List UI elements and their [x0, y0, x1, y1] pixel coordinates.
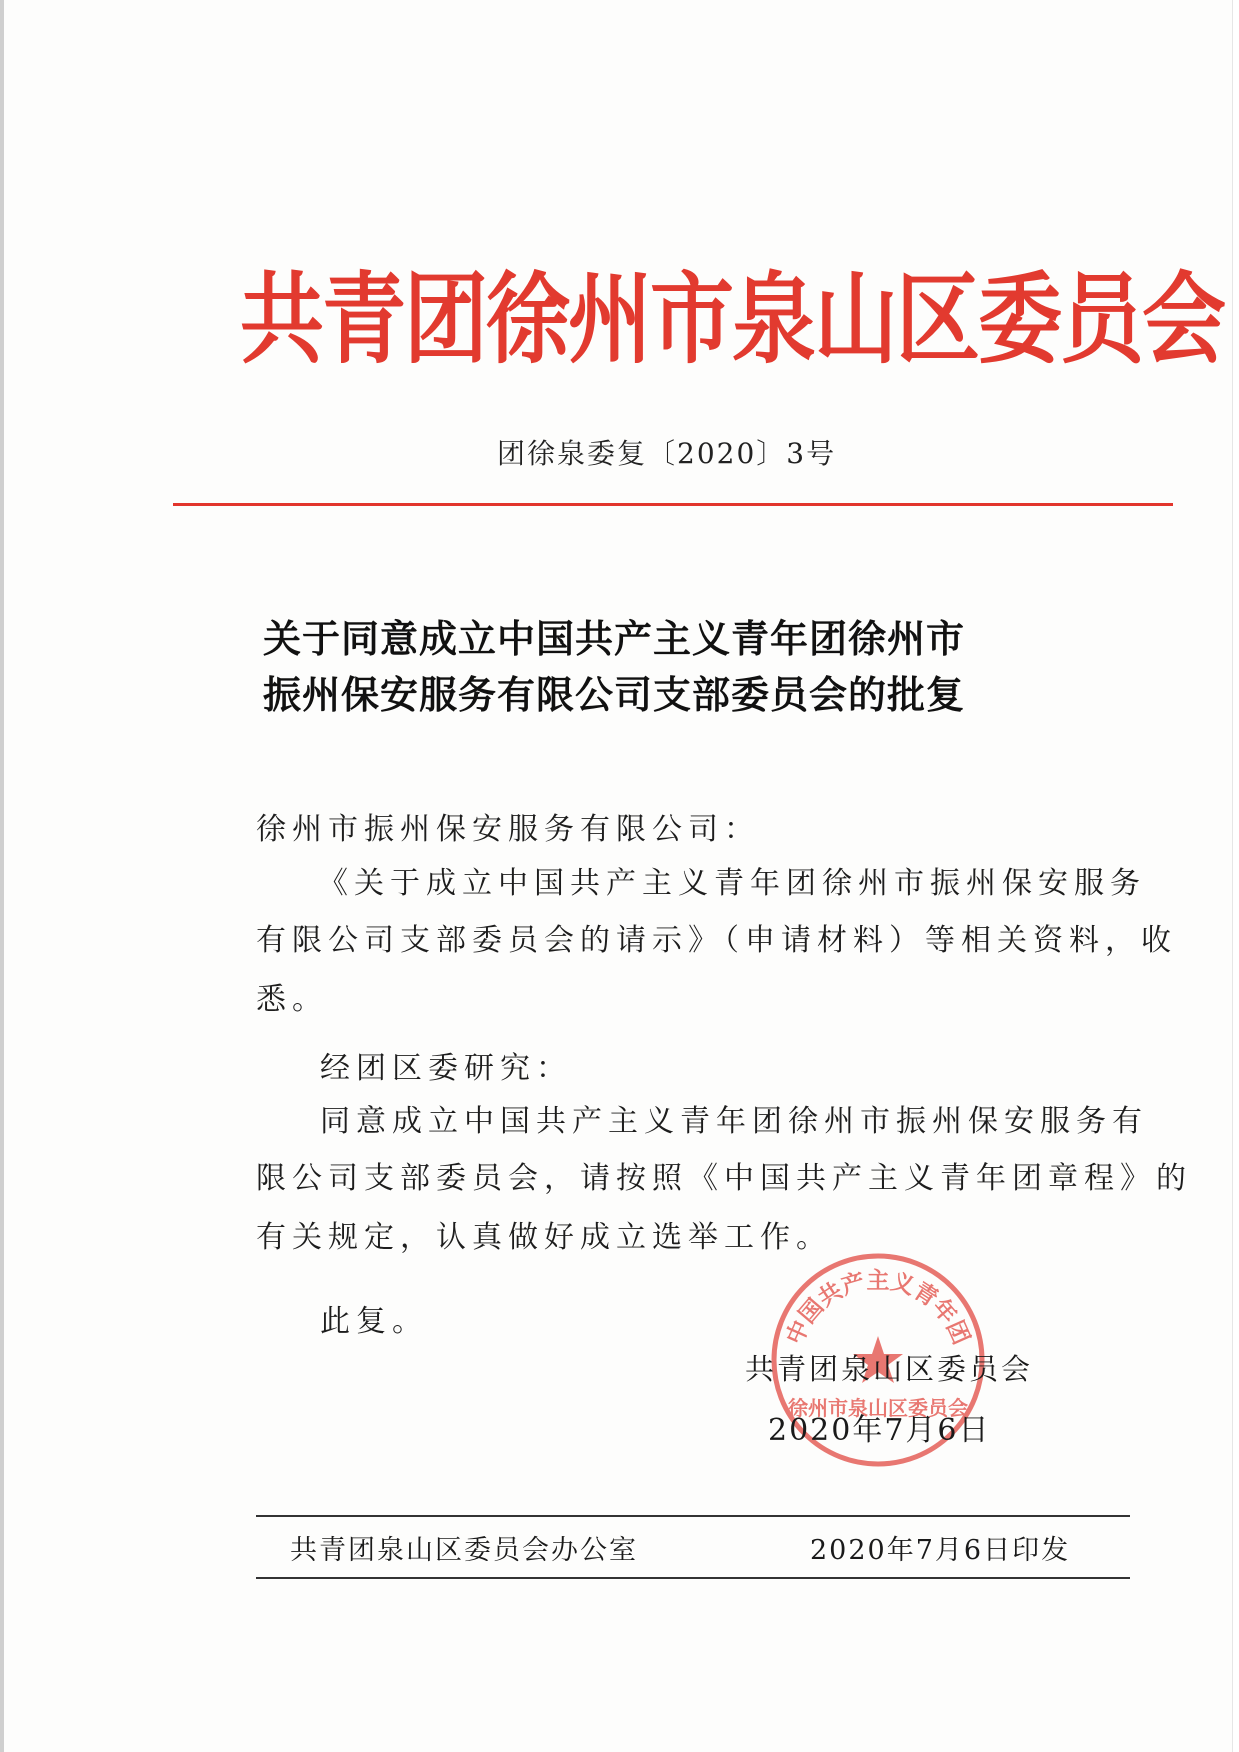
seal-top-text: 中国共产主义青年团 [781, 1267, 975, 1349]
subject-title-line-1: 关于同意成立中国共产主义青年团徐州市 [263, 617, 966, 661]
scan-edge-left [0, 0, 4, 1752]
paragraph-3-line-1: 同意成立中国共产主义青年团徐州市振州保安服务有 [320, 1104, 1148, 1139]
closing-phrase: 此复。 [320, 1304, 428, 1339]
organization-header-title: 共青团徐州市泉山区委员会 [240, 260, 1225, 377]
footer-print-date: 2020年7月6日印发 [810, 1535, 1071, 1566]
paragraph-2: 经团区委研究： [320, 1051, 572, 1086]
document-number: 团徐泉委复〔2020〕3号 [497, 437, 837, 470]
paragraph-1-line-2: 有限公司支部委员会的请示》（申请材料）等相关资料，收 [256, 923, 1177, 958]
scan-edge-right [1232, 0, 1239, 1752]
footer-bottom-rule [256, 1577, 1130, 1579]
header-red-divider [173, 503, 1173, 506]
addressee: 徐州市振州保安服务有限公司： [256, 812, 760, 847]
paragraph-3-line-2: 限公司支部委员会，请按照《中国共产主义青年团章程》的 [256, 1161, 1192, 1196]
signature-date: 2020年7月6日 [768, 1413, 991, 1448]
footer-top-rule [256, 1515, 1130, 1517]
subject-title-line-2: 振州保安服务有限公司支部委员会的批复 [263, 673, 966, 717]
paragraph-3-line-3: 有关规定，认真做好成立选举工作。 [256, 1220, 832, 1255]
seal-bottom-text: 徐州市泉山区委员会 [788, 1396, 968, 1420]
footer-issuer: 共青团泉山区委员会办公室 [290, 1535, 638, 1566]
paragraph-1-line-1: 《关于成立中国共产主义青年团徐州市振州保安服务 [318, 866, 1146, 901]
signer-name: 共青团泉山区委员会 [745, 1352, 1034, 1386]
paragraph-1-line-3: 悉。 [256, 982, 328, 1017]
